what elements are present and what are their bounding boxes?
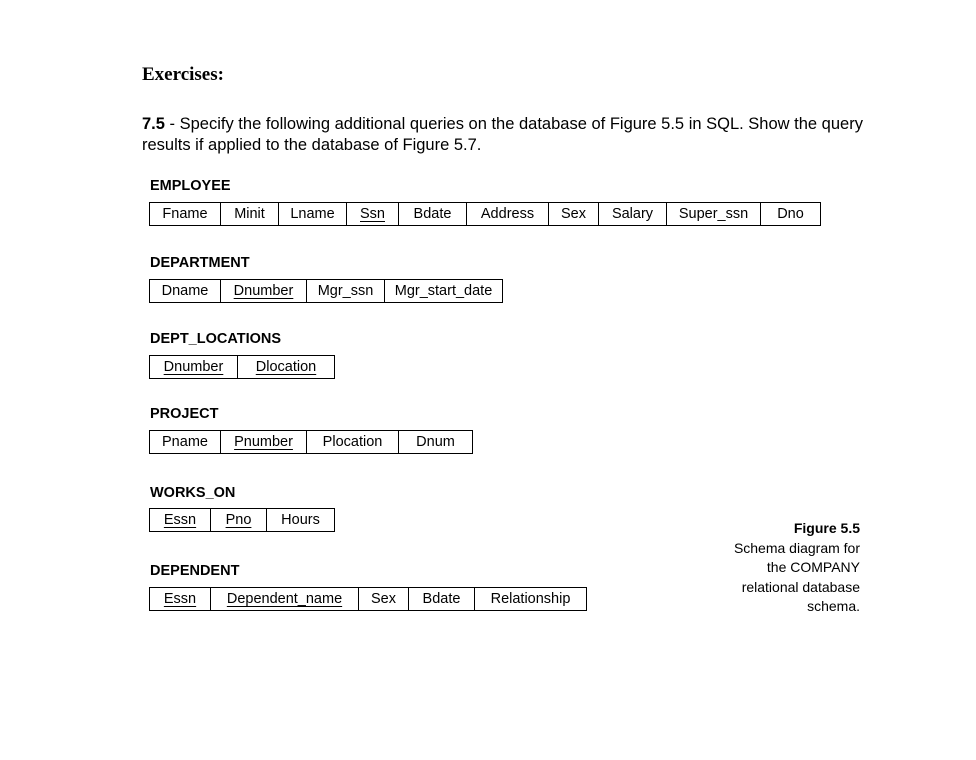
key-attribute-label: Dnumber — [163, 359, 224, 375]
exercise-statement — [142, 114, 872, 156]
attribute-cell — [306, 280, 384, 302]
figure-caption — [680, 519, 860, 617]
attribute-label: Lname — [290, 206, 335, 222]
figure-caption-line: the COMPANY — [766, 559, 860, 575]
attribute-label: Minit — [234, 206, 265, 222]
relation-table-department — [149, 279, 503, 303]
attribute-cell — [760, 203, 820, 225]
relation-table-dept-locations — [149, 355, 335, 379]
figure-label: Figure 5.5 — [793, 520, 860, 536]
key-attribute-label: Dependent_name — [226, 591, 343, 607]
attribute-cell — [220, 431, 306, 453]
relation-name-project: PROJECT — [150, 406, 219, 422]
attribute-cell — [398, 431, 472, 453]
exercise-separator: - — [164, 115, 180, 133]
attribute-cell — [278, 203, 346, 225]
attribute-label: Relationship — [490, 591, 571, 607]
attribute-cell — [150, 280, 220, 302]
figure-caption-line: Schema diagram for — [733, 539, 860, 556]
attribute-label: Dname — [161, 283, 209, 299]
attribute-cell — [150, 509, 210, 531]
attribute-label: Super_ssn — [678, 206, 749, 222]
attribute-cell — [220, 203, 278, 225]
attribute-cell — [210, 509, 266, 531]
key-attribute-label: Pno — [225, 512, 252, 528]
relation-table-project — [149, 430, 473, 454]
attribute-cell — [237, 356, 334, 378]
attribute-label: Fname — [162, 206, 208, 222]
figure-caption-line: relational database — [741, 578, 860, 595]
relation-name-dept-locations: DEPT_LOCATIONS — [150, 331, 282, 347]
attribute-label: Pname — [162, 434, 208, 450]
attribute-label: Sex — [371, 591, 396, 607]
attribute-label: Address — [480, 206, 535, 222]
relation-table-dependent — [149, 587, 587, 611]
key-attribute-label: Essn — [163, 512, 197, 528]
attribute-cell — [220, 280, 306, 302]
key-attribute-label: Dnumber — [233, 283, 294, 299]
attribute-cell — [150, 356, 237, 378]
attribute-label: Dnum — [416, 434, 455, 450]
attribute-label: Bdate — [422, 591, 461, 607]
attribute-label: Dno — [777, 206, 804, 222]
page-heading: Exercises: — [142, 64, 224, 85]
attribute-label: Salary — [611, 206, 654, 222]
attribute-cell — [408, 588, 474, 610]
attribute-cell — [266, 509, 334, 531]
attribute-cell — [210, 588, 358, 610]
relation-name-dependent: DEPENDENT — [150, 563, 240, 579]
attribute-cell — [474, 588, 586, 610]
attribute-cell — [306, 431, 398, 453]
attribute-label: Mgr_ssn — [317, 283, 374, 299]
figure-caption-line: schema. — [807, 598, 860, 614]
key-attribute-label: Dlocation — [255, 359, 317, 375]
attribute-cell — [398, 203, 466, 225]
attribute-cell — [666, 203, 760, 225]
attribute-label: Sex — [561, 206, 586, 222]
relation-table-works-on — [149, 508, 335, 532]
attribute-cell — [346, 203, 398, 225]
attribute-cell — [466, 203, 548, 225]
attribute-cell — [598, 203, 666, 225]
relation-name-works-on: WORKS_ON — [150, 485, 236, 501]
attribute-cell — [548, 203, 598, 225]
attribute-cell — [150, 203, 220, 225]
attribute-cell — [150, 431, 220, 453]
key-attribute-label: Ssn — [360, 206, 385, 222]
attribute-cell — [384, 280, 502, 302]
attribute-cell — [358, 588, 408, 610]
key-attribute-label: Pnumber — [234, 434, 293, 450]
attribute-label: Plocation — [322, 434, 383, 450]
attribute-label: Hours — [281, 512, 320, 528]
attribute-label: Bdate — [413, 206, 452, 222]
exercise-number: 7.5 — [142, 115, 165, 133]
attribute-cell — [150, 588, 210, 610]
relation-table-employee — [149, 202, 821, 226]
attribute-label: Mgr_start_date — [394, 283, 493, 299]
relation-name-employee: EMPLOYEE — [150, 178, 231, 194]
key-attribute-label: Essn — [163, 591, 197, 607]
exercise-text: Specify the following additional queries on the database of Figure 5.5 in SQL. Show the query results if applied to the database of Figure 5.7. — [142, 115, 863, 154]
relation-name-department: DEPARTMENT — [150, 255, 250, 271]
